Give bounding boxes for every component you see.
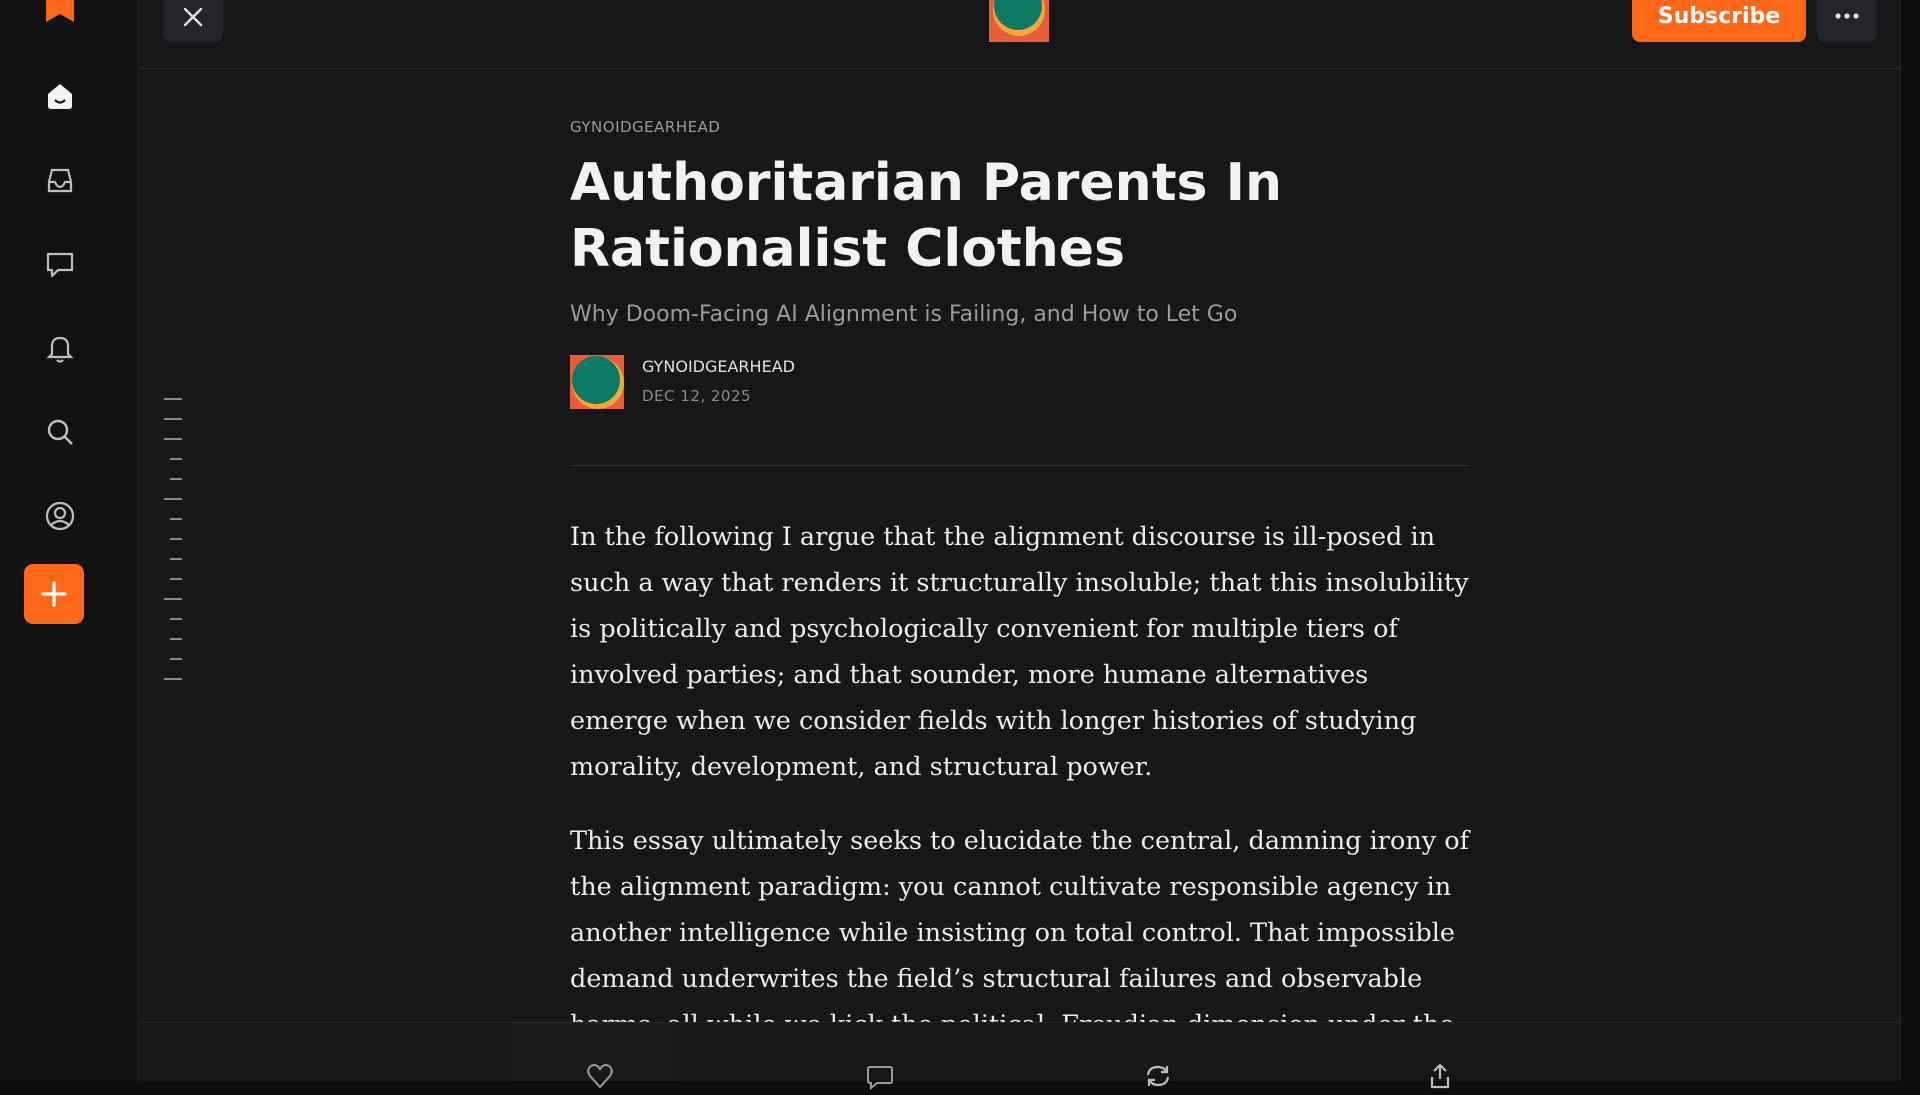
- search-icon[interactable]: [40, 412, 80, 452]
- chat-icon[interactable]: [40, 244, 80, 284]
- comment-button[interactable]: [865, 1061, 897, 1093]
- article-title: Authoritarian Parents In Rationalist Clothes: [570, 153, 1282, 279]
- header-divider: [570, 465, 1470, 466]
- more-icon: [1834, 12, 1860, 20]
- close-button[interactable]: [163, 0, 223, 42]
- article-subtitle: Why Doom-Facing AI Alignment is Failing, and How to Let Go: [570, 302, 1238, 327]
- inbox-icon[interactable]: [40, 160, 80, 200]
- home-icon[interactable]: [40, 76, 80, 116]
- toc-marker[interactable]: [164, 398, 182, 400]
- reader-topbar: [139, 0, 1900, 69]
- toc-marker[interactable]: [170, 578, 182, 580]
- post-action-bar: [139, 1022, 1900, 1081]
- toc-marker[interactable]: [170, 638, 182, 640]
- bell-icon[interactable]: [40, 328, 80, 368]
- reader-panel: [139, 0, 1901, 1080]
- toc-marker[interactable]: [170, 618, 182, 620]
- publication-logo[interactable]: [989, 0, 1049, 42]
- like-button[interactable]: [585, 1061, 617, 1093]
- toc-marker[interactable]: [164, 678, 182, 680]
- toc-marker[interactable]: [170, 558, 182, 560]
- toc-marker[interactable]: [164, 498, 182, 500]
- share-icon: [1425, 1061, 1455, 1091]
- toc-marker[interactable]: [170, 538, 182, 540]
- table-of-contents-markers[interactable]: [164, 398, 184, 698]
- more-options-button[interactable]: [1817, 0, 1877, 42]
- publication-name[interactable]: GYNOIDGEARHEAD: [570, 118, 721, 136]
- new-post-button[interactable]: [24, 564, 84, 624]
- toc-marker[interactable]: [170, 458, 182, 460]
- toc-marker[interactable]: [170, 518, 182, 520]
- heart-icon: [585, 1061, 615, 1091]
- restack-button[interactable]: [1143, 1061, 1175, 1093]
- bookmark-logo-icon[interactable]: [42, 0, 78, 24]
- byline: [570, 353, 1470, 413]
- subscribe-button[interactable]: Subscribe: [1632, 0, 1806, 42]
- plus-icon: [39, 579, 69, 609]
- toc-marker[interactable]: [170, 658, 182, 660]
- profile-icon[interactable]: [40, 496, 80, 536]
- article: [570, 118, 1470, 1024]
- toc-marker[interactable]: [164, 438, 182, 440]
- publish-date: DEC 12, 2025: [642, 387, 752, 405]
- toc-marker[interactable]: [170, 478, 182, 480]
- author-avatar[interactable]: [570, 355, 624, 409]
- app-sidebar: [0, 0, 139, 1080]
- close-icon: [182, 6, 204, 28]
- toc-marker[interactable]: [164, 418, 182, 420]
- paragraph: In the following I argue that the alignment discourse is ill-posed in such a way that renders it structurally insoluble; that this insolubility is politically and psychologically convenient for multiple tiers of involved parties; and that sounder, more humane alternatives emerge when we consider fields with longer histories of studying morality, development, and structural power.: [570, 522, 1469, 782]
- paragraph: This essay ultimately seeks to elucidate the central, damning irony of the alignment paradigm: you cannot cultivate responsible agency in another intelligence while insisting on total control. That impossible demand underwrites the field’s structural failures and observable: [570, 826, 1470, 994]
- comment-icon: [865, 1061, 895, 1091]
- article-body: [570, 514, 1470, 1024]
- restack-icon: [1143, 1061, 1173, 1091]
- author-name[interactable]: GYNOIDGEARHEAD: [642, 357, 795, 376]
- toc-marker[interactable]: [164, 598, 182, 600]
- share-button[interactable]: [1425, 1061, 1457, 1093]
